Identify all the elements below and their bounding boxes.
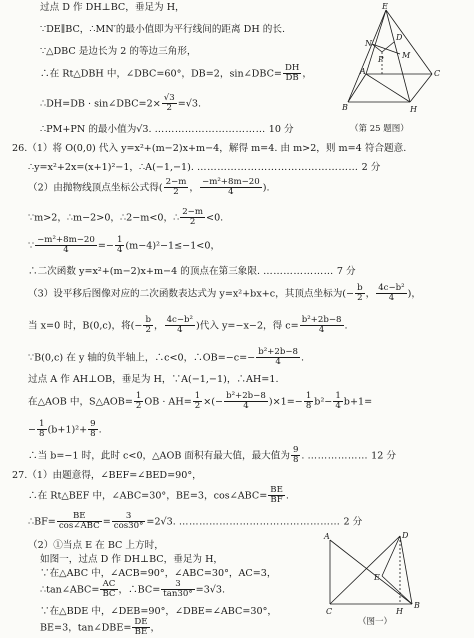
q26-part2-b: ∵m>2，∴m−2>0，∴2−m<0，∴ $\frac{2-m}{2}$ <0. [28,207,224,228]
label-B: B [414,601,420,610]
q27-part2-d: ∴tan∠ABC= $\frac{AC}{BC}$ ，∴BC= $\frac{3}{\tan 30^\circ}$ =3√3. [40,579,226,600]
label-A: A [324,532,330,541]
q27-part2-b: 如图一，过点 D 作 DH⊥BC，垂足为 H， [40,554,224,565]
figure-25 [336,2,446,132]
q26-part3-c: ∵B(0,c) 在 y 轴的负半轴上，∴c<0，∴OB=−c=− $\frac{\text{b²+2b−8}}{4}$ . [28,347,305,368]
label-C: C [434,69,441,78]
label-E: E [382,2,388,11]
label-D: D [402,531,409,540]
q26-part1-b: ∴y=x²+2x=(x+1)²−1，∴A(−1,−1). ………………………………………… 2 分 [28,162,381,173]
label-B: B [342,103,348,112]
label-N: N [365,39,372,48]
q27-part1-c: ∴BF= $\frac{BE}{\text{cos∠ABC}}$ = $\frac{3}{\cos 30^\circ}$ =2√3. ………………………………………… 2 分 [28,511,363,532]
label-C: C [326,607,333,616]
q26-part2: （2）由抛物线顶点坐标公式得( $\frac{2-m}{2}$ ， $\frac{\text{−m²+8m−20}}{4}$ ). [28,177,270,198]
q26-part3-e: 在△AOB 中，S△AOB= $\frac{1}{2}$ OB · AH= $\frac{1}{2}$ ×(− $\frac{\text{b²+2b−8}}{4}$ )×1=− $\frac{1}{8}$ b²− $\frac{1}{4}$ b+1= [28,391,373,412]
q26-part3-f: − $\frac{1}{8}$ (b+1)²+ $\frac{9}{8}$ . [28,419,102,440]
figure-1-caption: （图一） [358,617,393,627]
q27-part1-b: ∴在 Rt△BEF 中，∠ABC=30°，BE=3，cos∠ABC= $\frac{BE}{BF}$ . [28,485,289,506]
label-A: A [360,67,366,76]
q27-part1: 27.（1）由题意得，∠BEF=∠BED=90°， [12,470,202,481]
figure-1 [316,530,426,618]
label-M: M [402,51,411,60]
label-D: D [396,33,403,42]
q26-part2-c: ∵ $\frac{\text{−m²+8m−20}}{4}$ =− $\frac{1}{4}$ (m−4)²−1≤−1<0， [28,235,221,256]
figure-25-caption: （第 25 题图） [350,124,409,134]
q26-part1: 26.（1）将 O(0,0) 代入 y=x²+(m−2)x+m−4，解得 m=4. 由 m>2，则 m=4 符合题意. [12,143,407,154]
line-1: 过点 D 作 DH⊥BC，垂足为 H， [40,2,185,13]
q26-part2-d: ∴二次函数 y=x²+(m−2)x+m−4 的顶点在第三象限. ………………… 7 分 [28,266,356,277]
label-H: H [410,105,417,114]
q27-part2-c: ∵在△ABC 中，∠ACB=90°，∠ABC=30°，AC=3， [40,568,277,579]
q27-part2-e: ∵在△BDE 中，∠DEB=90°，∠DBE=∠ABC=30°， [40,606,277,617]
q26-part3-d: 过点 A 作 AH⊥OB，垂足为 H，∵A(−1,−1)，∴AH=1. [28,374,279,385]
label-E: E [374,573,380,582]
q27-part2: （2）①当点 E 在 BC 上方时， [28,540,164,551]
q27-part2-f: BE=3，tan∠DBE= $\frac{DE}{BE}$ ， [40,617,161,638]
line-4: ∴在 Rt△DBH 中，∠DBC=60°，DB=2，sin∠DBC= $\frac{DH}{DB}$ ， [40,63,312,84]
line-5: ∴DH=DB · sin∠DBC=2× $\frac{√3}{2}$ =√3. [40,93,202,114]
q26-part3-g: ∴当 b=−1 时，此时 c<0，△AOB 面积有最大值，最大值为 $\frac{9}{8}$ . ……………… 12 分 [28,445,397,466]
line-2: ∵DE∥BC，∴MN′的最小值即为平行线间的距离 DH 的长. [40,24,286,35]
label-P: P [378,55,384,64]
line-3: ∵△DBC 是边长为 2 的等边三角形， [40,46,197,57]
label-H: H [396,607,403,616]
line-6: ∴PM+PN 的最小值为√3. …………………………… 10 分 [40,124,294,135]
q26-part3-b: 当 x=0 时，B(0,c)，将(− $\frac{b}{2}$ ， $\frac{\text{4c−b²}}{4}$ )代入 y=−x−2，得 c= $\frac{\text{b²+2b−8}}{4}$ . [28,315,348,336]
q26-part3: （3）设平移后图像对应的二次函数表达式为 y=x²+bx+c，其顶点坐标为(− $\frac{b}{2}$ ， $\frac{\text{4c−b²}}{4}$ )， [28,283,421,304]
